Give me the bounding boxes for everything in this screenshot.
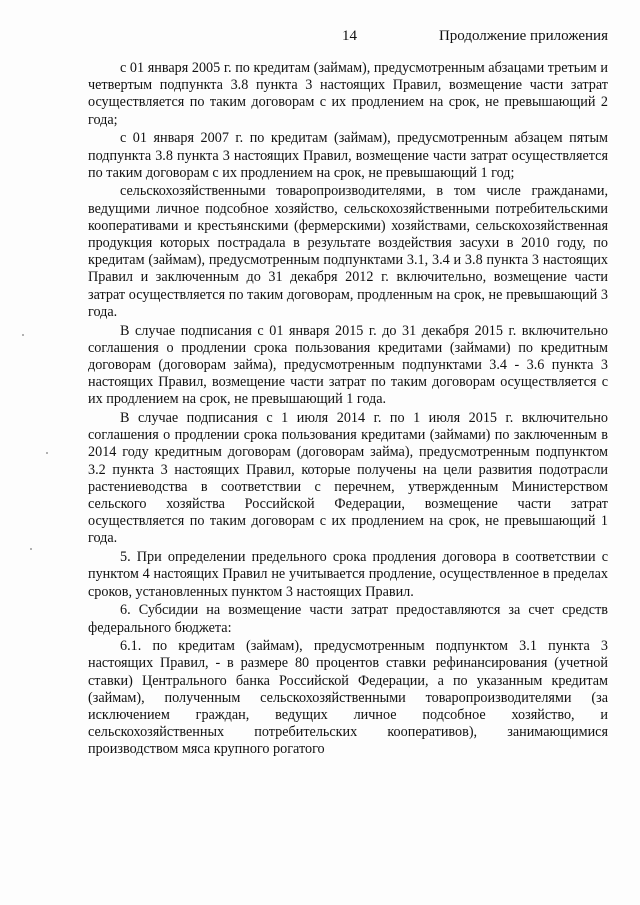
paragraph-item-5: 5. При определении предельного срока продления договора в соответствии с пунктом 4 настоящих Правил не учитывается продление, осуществленное в пределах сроков, установленных пунктом 3 настоящих Правил. [88, 549, 608, 600]
scan-speck [30, 548, 32, 550]
continuation-note: Продолжение приложения [438, 28, 608, 44]
page-header [88, 28, 608, 50]
paragraph-item-6: 6. Субсидии на возмещение части затрат предоставляются за счет средств федерального бюджета: [88, 602, 608, 636]
document-body [88, 60, 608, 760]
page-number: 14 [342, 28, 357, 44]
paragraph-drought-producers: сельскохозяйственными товаропроизводителями, в том числе гражданами, ведущими личное подсобное хозяйство, сельскохозяйственными потребительскими кооперативами и крестьянскими (фермерскими) хозяйствами, сельскохозяйственная продукция которых пострадала в результате воздействия засухи в 2010 году, по кредитам (займам), предусмотренным подпунктами 3.1, 3.4 и 3.8 пункта 3 настоящих Правил и заключенным до 31 декабря 2012 г. включительно, возмещение части затрат осуществляется по таким договорам, продленным на срок, не превышающий 3 года. [88, 183, 608, 320]
scan-speck [46, 452, 48, 454]
paragraph-2005-loans: с 01 января 2005 г. по кредитам (займам), предусмотренным абзацами третьим и четвертым подпункта 3.8 пункта 3 настоящих Правил, возмещение части затрат осуществляется по таким договорам с их продлением на срок, не превышающий 2 года; [88, 60, 608, 128]
paragraph-2007-loans: с 01 января 2007 г. по кредитам (займам), предусмотренным абзацем пятым подпункта 3.8 пункта 3 настоящих Правил, возмещение части затрат осуществляется по таким договорам с их продлением на срок, не превышающий 1 год; [88, 130, 608, 181]
paragraph-2014-extension: В случае подписания с 1 июля 2014 г. по 1 июля 2015 г. включительно соглашения о продлении срока пользования кредитами (займами) по заключенным в 2014 году кредитным договорам (договорам займа), предусмотренным подпунктом 3.2 пункта 3 настоящих Правил, которые получены на цели развития подотрасли растениеводства в соответствии с перечнем, утвержденным Министерством сельского хозяйства Российской Федерации, возмещение части затрат осуществляется по таким договорам с их продлением на срок, не превышающий 1 года. [88, 410, 608, 547]
paragraph-2015-extension: В случае подписания с 01 января 2015 г. до 31 декабря 2015 г. включительно соглашения о продлении срока пользования кредитами (займами) по кредитным договорам (договорам займа), предусмотренным подпунктами 3.4 - 3.6 пункта 3 настоящих Правил, возмещение части затрат по таким договорам осуществляется с их продлением на срок, не превышающий 1 года. [88, 322, 608, 408]
paragraph-item-6-1: 6.1. по кредитам (займам), предусмотренным подпунктом 3.1 пункта 3 настоящих Правил, - в размере 80 процентов ставки рефинансирования (учетной ставки) Центрального банка Российской Федерации, а по указанным кредитам (займам), полученным сельскохозяйственными товаропроизводителями (за исключением граждан, ведущих личное подсобное хозяйство, и сельскохозяйственных потребительских кооперативов), занимающимися производством мяса крупного рогатого [88, 638, 608, 758]
scan-speck [22, 334, 24, 336]
